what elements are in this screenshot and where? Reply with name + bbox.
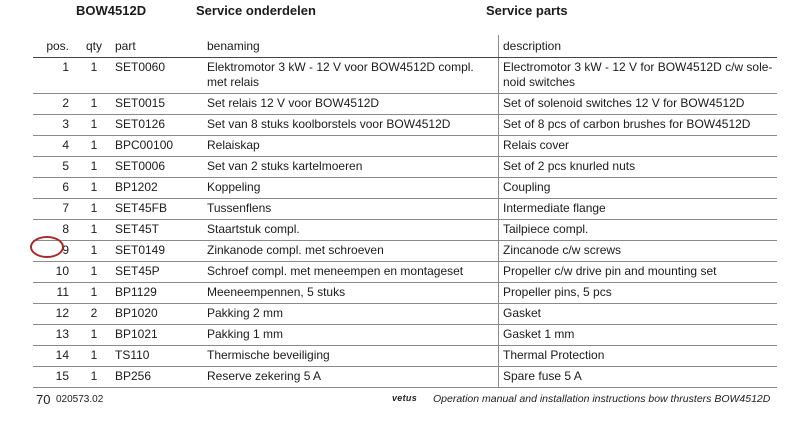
cell-description: Coupling — [499, 178, 778, 199]
cell-pos: 12 — [33, 304, 77, 325]
cell-pos: 8 — [33, 220, 77, 241]
cell-description: Zincanode c/w screws — [499, 241, 778, 262]
table-row — [33, 325, 777, 346]
table-body — [33, 58, 777, 388]
cell-qty: 1 — [77, 115, 111, 136]
cell-part: BP1129 — [111, 283, 203, 304]
table-row — [33, 199, 777, 220]
cell-part: SET0060 — [111, 58, 203, 94]
cell-benaming: Reserve zekering 5 A — [203, 367, 499, 388]
cell-qty: 1 — [77, 220, 111, 241]
cell-part: SET0015 — [111, 94, 203, 115]
cell-pos: 6 — [33, 178, 77, 199]
section-header — [0, 0, 800, 22]
parts-table — [33, 35, 777, 388]
cell-qty: 1 — [77, 157, 111, 178]
cell-description: Tailpiece compl. — [499, 220, 778, 241]
cell-pos: 9 — [33, 241, 77, 262]
cell-part: SET45T — [111, 220, 203, 241]
table-row — [33, 94, 777, 115]
cell-description: Thermal Protection — [499, 346, 778, 367]
table-row-highlighted — [33, 241, 777, 262]
col-benaming: benaming — [203, 35, 499, 58]
cell-part: BP1202 — [111, 178, 203, 199]
table-row — [33, 136, 777, 157]
cell-pos: 13 — [33, 325, 77, 346]
dutch-title: Service onderdelen — [196, 3, 316, 18]
cell-benaming: Staartstuk compl. — [203, 220, 499, 241]
cell-qty: 1 — [77, 283, 111, 304]
cell-benaming: Pakking 1 mm — [203, 325, 499, 346]
table-row — [33, 58, 777, 94]
cell-pos: 1 — [33, 58, 77, 94]
cell-qty: 1 — [77, 325, 111, 346]
table-header-row — [33, 35, 777, 58]
table-row — [33, 346, 777, 367]
cell-qty: 1 — [77, 241, 111, 262]
cell-pos: 2 — [33, 94, 77, 115]
cell-pos: 10 — [33, 262, 77, 283]
cell-description: Set of 8 pcs of carbon brushes for BOW4512D — [499, 115, 778, 136]
table-row — [33, 157, 777, 178]
cell-pos: 5 — [33, 157, 77, 178]
cell-qty: 1 — [77, 367, 111, 388]
cell-benaming: Relaiskap — [203, 136, 499, 157]
col-part: part — [111, 35, 203, 58]
table-row — [33, 283, 777, 304]
cell-part: BP256 — [111, 367, 203, 388]
cell-benaming: Pakking 2 mm — [203, 304, 499, 325]
cell-benaming: Meeneempennen, 5 stuks — [203, 283, 499, 304]
cell-part: SET0126 — [111, 115, 203, 136]
table-row — [33, 262, 777, 283]
cell-pos: 14 — [33, 346, 77, 367]
cell-benaming: Thermische beveiliging — [203, 346, 499, 367]
document-code: 020573.02 — [56, 394, 104, 405]
model-heading: BOW4512D — [76, 3, 147, 18]
cell-part: TS110 — [111, 346, 203, 367]
cell-part: SET45FB — [111, 199, 203, 220]
cell-qty: 1 — [77, 178, 111, 199]
table-row — [33, 115, 777, 136]
cell-part: SET45P — [111, 262, 203, 283]
cell-description: Relais cover — [499, 136, 778, 157]
table-row — [33, 304, 777, 325]
cell-description: Spare fuse 5 A — [499, 367, 778, 388]
cell-part: BP1020 — [111, 304, 203, 325]
cell-benaming: Set relais 12 V voor BOW4512D — [203, 94, 499, 115]
cell-description: Gasket — [499, 304, 778, 325]
cell-part: BPC00100 — [111, 136, 203, 157]
cell-benaming: Zinkanode compl. met schroeven — [203, 241, 499, 262]
cell-qty: 1 — [77, 94, 111, 115]
cell-description: Set of solenoid switches 12 V for BOW4512D — [499, 94, 778, 115]
cell-qty: 1 — [77, 136, 111, 157]
manual-title: Operation manual and installation instructions bow thrusters BOW4512D — [433, 393, 771, 405]
cell-benaming: Set van 8 stuks koolborstels voor BOW4512D — [203, 115, 499, 136]
cell-pos: 7 — [33, 199, 77, 220]
cell-description: Propeller c/w drive pin and mounting set — [499, 262, 778, 283]
table-row — [33, 178, 777, 199]
cell-part: BP1021 — [111, 325, 203, 346]
cell-benaming: Elektromotor 3 kW - 12 V voor BOW4512D compl. met relais — [203, 58, 499, 94]
english-title: Service parts — [486, 3, 568, 18]
cell-qty: 1 — [77, 199, 111, 220]
cell-qty: 2 — [77, 304, 111, 325]
cell-benaming: Set van 2 stuks kartelmoeren — [203, 157, 499, 178]
cell-description: Propeller pins, 5 pcs — [499, 283, 778, 304]
col-pos: pos. — [33, 35, 77, 58]
cell-description: Gasket 1 mm — [499, 325, 778, 346]
page-number: 70 — [36, 392, 51, 407]
cell-qty: 1 — [77, 58, 111, 94]
cell-qty: 1 — [77, 346, 111, 367]
col-description: description — [499, 35, 778, 58]
cell-description: Set of 2 pcs knurled nuts — [499, 157, 778, 178]
cell-part: SET0006 — [111, 157, 203, 178]
table-row — [33, 367, 777, 388]
cell-description: Intermediate flange — [499, 199, 778, 220]
cell-description: Electromotor 3 kW - 12 V for BOW4512D c/w sole-noid switches — [499, 58, 778, 94]
cell-benaming: Schroef compl. met meneempen en montageset — [203, 262, 499, 283]
cell-benaming: Koppeling — [203, 178, 499, 199]
page-footer — [0, 392, 800, 412]
col-qty: qty — [77, 35, 111, 58]
brand-logo: vetus — [392, 393, 418, 403]
cell-pos: 11 — [33, 283, 77, 304]
cell-part: SET0149 — [111, 241, 203, 262]
cell-pos: 3 — [33, 115, 77, 136]
cell-benaming: Tussenflens — [203, 199, 499, 220]
cell-pos: 15 — [33, 367, 77, 388]
highlight-circle — [30, 236, 64, 258]
cell-qty: 1 — [77, 262, 111, 283]
cell-pos: 4 — [33, 136, 77, 157]
table-row — [33, 220, 777, 241]
